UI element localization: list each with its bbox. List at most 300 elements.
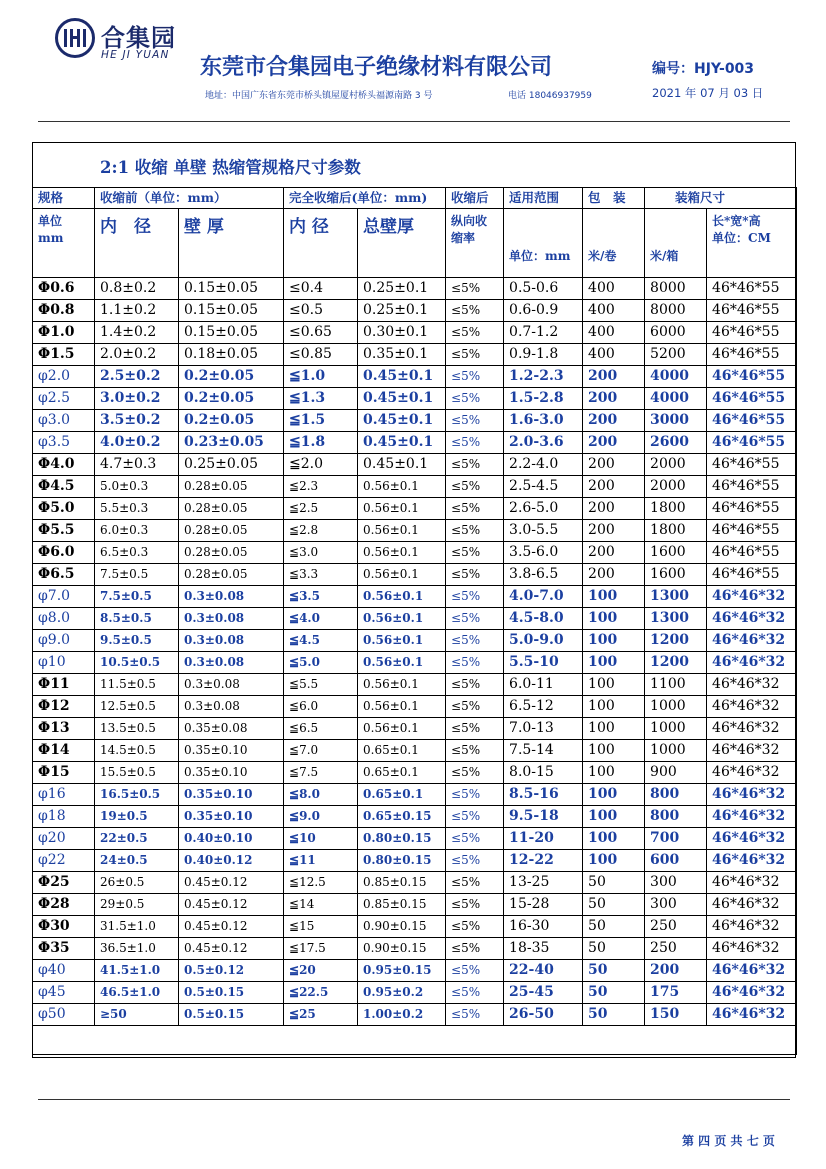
table-cell: 200: [583, 410, 645, 432]
table-cell: ≤5%: [446, 520, 504, 542]
table-cell: 100: [583, 630, 645, 652]
table-cell: 50: [583, 894, 645, 916]
table-cell: 0.3±0.08: [179, 652, 284, 674]
table-cell: 46*46*55: [707, 344, 797, 366]
table-row: [33, 740, 797, 762]
table-cell: ≤5%: [446, 388, 504, 410]
table-cell: 6000: [645, 322, 707, 344]
table-cell: ≦12.5: [284, 872, 358, 894]
table-cell: ≤5%: [446, 432, 504, 454]
table-cell: 3000: [645, 410, 707, 432]
table-row: [33, 894, 797, 916]
company-address: 地址：中国广东省东莞市桥头镇屋厦村桥头福源南路 3 号: [205, 91, 433, 101]
table-cell: 250: [645, 938, 707, 960]
table-cell: 300: [645, 894, 707, 916]
table-cell: 0.80±0.15: [358, 850, 446, 872]
table-row: [33, 520, 797, 542]
table-cell: 1.2-2.3: [504, 366, 583, 388]
table-cell: 200: [583, 564, 645, 586]
col-header-box-size: 长*宽*高 单位：CM: [707, 209, 797, 278]
table-cell: 46*46*55: [707, 322, 797, 344]
table-cell: ≦8.0: [284, 784, 358, 806]
table-row: [33, 564, 797, 586]
col-header-wall-before: 壁 厚: [179, 209, 284, 278]
table-cell: 50: [583, 1004, 645, 1026]
table-cell: 25-45: [504, 982, 583, 1004]
col-header-shrink: 收缩后: [446, 188, 504, 209]
table-cell: 4000: [645, 366, 707, 388]
table-cell: 0.8±0.2: [95, 278, 179, 300]
table-cell: 600: [645, 850, 707, 872]
table-cell: 46*46*32: [707, 674, 797, 696]
table-cell: 0.90±0.15: [358, 938, 446, 960]
table-cell: Φ30: [33, 916, 95, 938]
table-cell: 46*46*55: [707, 366, 797, 388]
table-cell: 3.0-5.5: [504, 520, 583, 542]
table-row: [33, 982, 797, 1004]
table-cell: 1000: [645, 696, 707, 718]
table-cell: Φ6.0: [33, 542, 95, 564]
table-cell: φ10: [33, 652, 95, 674]
table-cell: 0.23±0.05: [179, 432, 284, 454]
table-cell: 5.0±0.3: [95, 476, 179, 498]
table-cell: 0.65±0.1: [358, 740, 446, 762]
table-cell: 9.5±0.5: [95, 630, 179, 652]
table-row: [33, 916, 797, 938]
table-cell: 50: [583, 938, 645, 960]
table-cell: ≤5%: [446, 916, 504, 938]
table-cell: 200: [583, 432, 645, 454]
table-cell: 46*46*32: [707, 938, 797, 960]
table-cell: ≦6.5: [284, 718, 358, 740]
table-cell: ≤5%: [446, 454, 504, 476]
page-number: 第 四 页 共 七 页: [682, 1134, 775, 1148]
table-cell: 1200: [645, 630, 707, 652]
table-cell: 1000: [645, 718, 707, 740]
table-cell: 41.5±1.0: [95, 960, 179, 982]
table-cell: ≦5.5: [284, 674, 358, 696]
table-cell: 50: [583, 982, 645, 1004]
table-cell: ≤5%: [446, 410, 504, 432]
table-cell: ≦1.3: [284, 388, 358, 410]
table-cell: 200: [583, 366, 645, 388]
table-cell: ≤5%: [446, 696, 504, 718]
table-cell: 6.0±0.3: [95, 520, 179, 542]
table-cell: 200: [583, 476, 645, 498]
table-cell: ≦5.0: [284, 652, 358, 674]
table-cell: ≦20: [284, 960, 358, 982]
table-cell: 0.45±0.12: [179, 872, 284, 894]
table-cell: 0.56±0.1: [358, 542, 446, 564]
table-empty-cell: [33, 1026, 797, 1055]
table-row: [33, 850, 797, 872]
table-cell: 0.56±0.1: [358, 498, 446, 520]
table-cell: 46*46*32: [707, 960, 797, 982]
table-cell: 46*46*55: [707, 278, 797, 300]
table-cell: 22±0.5: [95, 828, 179, 850]
table-cell: 31.5±1.0: [95, 916, 179, 938]
table-cell: Φ1.5: [33, 344, 95, 366]
table-cell: 15.5±0.5: [95, 762, 179, 784]
table-row: [33, 652, 797, 674]
table-cell: 0.35±0.10: [179, 784, 284, 806]
table-cell: 0.65±0.1: [358, 762, 446, 784]
table-cell: 11.5±0.5: [95, 674, 179, 696]
table-cell: 200: [583, 454, 645, 476]
table-cell: 46*46*32: [707, 806, 797, 828]
table-cell: 2.0±0.2: [95, 344, 179, 366]
table-empty-row: [33, 1026, 797, 1055]
col-header-pack: 包 装: [583, 188, 645, 209]
table-cell: Φ0.8: [33, 300, 95, 322]
table-cell: ≦2.0: [284, 454, 358, 476]
col-header-id-before: 内 径: [95, 209, 179, 278]
table-cell: ≦1.8: [284, 432, 358, 454]
table-cell: 4.0-7.0: [504, 586, 583, 608]
table-cell: 0.45±0.1: [358, 410, 446, 432]
table-cell: Φ0.6: [33, 278, 95, 300]
table-cell: 1800: [645, 498, 707, 520]
logo-text-en: HE JI YUAN: [101, 49, 170, 61]
table-row: [33, 476, 797, 498]
table-cell: 0.45±0.1: [358, 454, 446, 476]
col-header-box: 装箱尺寸: [645, 188, 797, 209]
table-cell: 46*46*55: [707, 432, 797, 454]
table-cell: 2000: [645, 476, 707, 498]
table-cell: 0.28±0.05: [179, 542, 284, 564]
table-row: [33, 1004, 797, 1026]
table-cell: 0.85±0.15: [358, 894, 446, 916]
table-cell: 8.5±0.5: [95, 608, 179, 630]
table-cell: 0.3±0.08: [179, 608, 284, 630]
table-cell: Φ13: [33, 718, 95, 740]
table-row: [33, 300, 797, 322]
table-cell: 100: [583, 762, 645, 784]
table-cell: 400: [583, 278, 645, 300]
table-cell: φ22: [33, 850, 95, 872]
table-cell: Φ35: [33, 938, 95, 960]
table-cell: 46*46*32: [707, 762, 797, 784]
table-cell: ≤5%: [446, 652, 504, 674]
table-cell: ≤5%: [446, 630, 504, 652]
table-cell: 0.45±0.1: [358, 388, 446, 410]
table-cell: 46*46*32: [707, 784, 797, 806]
table-cell: ≦7.0: [284, 740, 358, 762]
table-cell: 46*46*55: [707, 388, 797, 410]
table-cell: 50: [583, 916, 645, 938]
table-cell: 0.28±0.05: [179, 564, 284, 586]
table-cell: 1600: [645, 564, 707, 586]
table-cell: 200: [583, 388, 645, 410]
table-cell: 14.5±0.5: [95, 740, 179, 762]
table-row: [33, 278, 797, 300]
table-cell: ≦2.5: [284, 498, 358, 520]
table-cell: 46*46*32: [707, 740, 797, 762]
table-cell: 0.30±0.1: [358, 322, 446, 344]
table-cell: 1.1±0.2: [95, 300, 179, 322]
table-cell: 0.5±0.12: [179, 960, 284, 982]
table-cell: 3.0±0.2: [95, 388, 179, 410]
table-cell: 46*46*55: [707, 454, 797, 476]
table-cell: Φ4.5: [33, 476, 95, 498]
table-cell: 0.3±0.08: [179, 630, 284, 652]
table-row: [33, 784, 797, 806]
table-cell: ≦4.5: [284, 630, 358, 652]
table-row: [33, 696, 797, 718]
table-cell: ≦14: [284, 894, 358, 916]
table-cell: 50: [583, 960, 645, 982]
table-cell: 7.0-13: [504, 718, 583, 740]
table-cell: ≤5%: [446, 1004, 504, 1026]
table-cell: 400: [583, 322, 645, 344]
table-cell: ≤5%: [446, 608, 504, 630]
table-cell: 0.35±0.10: [179, 806, 284, 828]
table-cell: Φ5.5: [33, 520, 95, 542]
table-cell: 0.6-0.9: [504, 300, 583, 322]
table-cell: 900: [645, 762, 707, 784]
table-cell: ≤5%: [446, 366, 504, 388]
table-cell: 0.65±0.1: [358, 784, 446, 806]
table-cell: 6.5-12: [504, 696, 583, 718]
table-cell: 8000: [645, 278, 707, 300]
table-row: [33, 432, 797, 454]
table-cell: ≦22.5: [284, 982, 358, 1004]
table-row: [33, 388, 797, 410]
table-cell: 46*46*55: [707, 300, 797, 322]
table-cell: 2000: [645, 454, 707, 476]
table-cell: ≦4.0: [284, 608, 358, 630]
table-cell: 0.56±0.1: [358, 674, 446, 696]
table-cell: 50: [583, 872, 645, 894]
table-cell: Φ12: [33, 696, 95, 718]
table-cell: 0.5-0.6: [504, 278, 583, 300]
table-cell: 1000: [645, 740, 707, 762]
table-cell: 0.9-1.8: [504, 344, 583, 366]
header-divider: [38, 121, 790, 122]
table-cell: ≦11: [284, 850, 358, 872]
table-cell: 5.5-10: [504, 652, 583, 674]
table-cell: φ8.0: [33, 608, 95, 630]
table-cell: ≦3.0: [284, 542, 358, 564]
table-cell: ≦17.5: [284, 938, 358, 960]
table-cell: 1.6-3.0: [504, 410, 583, 432]
table-cell: 400: [583, 344, 645, 366]
table-cell: ≦25: [284, 1004, 358, 1026]
table-cell: 26-50: [504, 1004, 583, 1026]
table-cell: 100: [583, 740, 645, 762]
table-row: [33, 674, 797, 696]
table-cell: ≤5%: [446, 300, 504, 322]
table-cell: 0.15±0.05: [179, 300, 284, 322]
table-cell: 0.56±0.1: [358, 696, 446, 718]
header-row-2: [33, 209, 797, 278]
table-cell: 0.35±0.1: [358, 344, 446, 366]
table-cell: ≤5%: [446, 850, 504, 872]
table-row: [33, 718, 797, 740]
table-cell: 0.5±0.15: [179, 1004, 284, 1026]
spec-table: [32, 187, 797, 1055]
table-cell: 200: [583, 520, 645, 542]
table-row: [33, 938, 797, 960]
table-cell: 2600: [645, 432, 707, 454]
table-cell: 100: [583, 784, 645, 806]
table-cell: φ3.5: [33, 432, 95, 454]
table-cell: 0.56±0.1: [358, 564, 446, 586]
table-cell: 0.2±0.05: [179, 388, 284, 410]
table-cell: Φ14: [33, 740, 95, 762]
table-cell: φ40: [33, 960, 95, 982]
table-cell: ≤5%: [446, 498, 504, 520]
table-cell: 4000: [645, 388, 707, 410]
table-cell: φ9.0: [33, 630, 95, 652]
table-row: [33, 806, 797, 828]
table-cell: 100: [583, 674, 645, 696]
table-cell: 29±0.5: [95, 894, 179, 916]
table-cell: ≦2.8: [284, 520, 358, 542]
table-cell: ≦10: [284, 828, 358, 850]
table-cell: 5200: [645, 344, 707, 366]
table-cell: φ3.0: [33, 410, 95, 432]
col-header-range-unit: 单位：mm: [504, 209, 583, 278]
table-cell: 1100: [645, 674, 707, 696]
table-cell: 16.5±0.5: [95, 784, 179, 806]
table-cell: 6.0-11: [504, 674, 583, 696]
table-cell: ≦15: [284, 916, 358, 938]
table-cell: ≤5%: [446, 476, 504, 498]
table-cell: φ2.5: [33, 388, 95, 410]
table-cell: Φ15: [33, 762, 95, 784]
table-cell: 0.56±0.1: [358, 520, 446, 542]
table-cell: 16-30: [504, 916, 583, 938]
table-cell: 5.0-9.0: [504, 630, 583, 652]
table-cell: ≤5%: [446, 586, 504, 608]
table-cell: 0.85±0.15: [358, 872, 446, 894]
table-cell: 22-40: [504, 960, 583, 982]
table-cell: 4.0±0.2: [95, 432, 179, 454]
table-row: [33, 608, 797, 630]
table-cell: 46*46*55: [707, 564, 797, 586]
table-cell: ≥50: [95, 1004, 179, 1026]
table-cell: 0.56±0.1: [358, 718, 446, 740]
table-cell: Φ4.0: [33, 454, 95, 476]
company-name: 东莞市合集园电子绝缘材料有限公司: [200, 55, 553, 80]
table-cell: ≤5%: [446, 322, 504, 344]
table-cell: 0.35±0.10: [179, 762, 284, 784]
table-cell: ≤5%: [446, 894, 504, 916]
table-cell: ≤5%: [446, 718, 504, 740]
table-cell: Φ1.0: [33, 322, 95, 344]
table-cell: ≤5%: [446, 784, 504, 806]
table-cell: 10.5±0.5: [95, 652, 179, 674]
table-row: [33, 542, 797, 564]
table-cell: 800: [645, 784, 707, 806]
table-row: [33, 322, 797, 344]
table-cell: ≤5%: [446, 872, 504, 894]
table-cell: ≤0.65: [284, 322, 358, 344]
table-cell: ≤5%: [446, 982, 504, 1004]
company-phone: 电话 18046937959: [508, 91, 592, 101]
table-cell: 0.15±0.05: [179, 278, 284, 300]
table-cell: 46*46*32: [707, 718, 797, 740]
table-cell: 4.5-8.0: [504, 608, 583, 630]
table-cell: 0.3±0.08: [179, 696, 284, 718]
table-cell: 100: [583, 828, 645, 850]
table-cell: Φ25: [33, 872, 95, 894]
table-cell: 0.18±0.05: [179, 344, 284, 366]
table-cell: φ20: [33, 828, 95, 850]
table-cell: 100: [583, 652, 645, 674]
table-cell: 19±0.5: [95, 806, 179, 828]
table-row: [33, 586, 797, 608]
table-cell: ≤5%: [446, 740, 504, 762]
table-cell: 0.35±0.10: [179, 740, 284, 762]
table-cell: Φ11: [33, 674, 95, 696]
table-row: [33, 960, 797, 982]
col-header-per-box: 米/箱: [645, 209, 707, 278]
table-cell: 46.5±1.0: [95, 982, 179, 1004]
table-cell: 46*46*32: [707, 586, 797, 608]
table-cell: 5.5±0.3: [95, 498, 179, 520]
table-cell: ≤0.5: [284, 300, 358, 322]
table-cell: 12-22: [504, 850, 583, 872]
col-header-per-roll: 米/卷: [583, 209, 645, 278]
table-cell: 3.8-6.5: [504, 564, 583, 586]
table-cell: 46*46*32: [707, 982, 797, 1004]
table-cell: 200: [645, 960, 707, 982]
table-cell: 0.40±0.12: [179, 850, 284, 872]
table-cell: 36.5±1.0: [95, 938, 179, 960]
table-cell: 0.2±0.05: [179, 366, 284, 388]
page-title: 2:1 收缩 单壁 热缩管规格尺寸参数: [100, 158, 361, 177]
table-cell: ≤5%: [446, 960, 504, 982]
table-row: [33, 630, 797, 652]
table-cell: 100: [583, 806, 645, 828]
logo-mark-icon: [55, 18, 95, 58]
table-row: [33, 762, 797, 784]
table-cell: 0.25±0.05: [179, 454, 284, 476]
table-cell: Φ28: [33, 894, 95, 916]
table-cell: 3.5-6.0: [504, 542, 583, 564]
table-cell: 6.5±0.3: [95, 542, 179, 564]
table-cell: ≦3.5: [284, 586, 358, 608]
table-cell: 100: [583, 696, 645, 718]
table-cell: 0.28±0.05: [179, 520, 284, 542]
table-cell: ≦3.3: [284, 564, 358, 586]
table-cell: ≦1.0: [284, 366, 358, 388]
col-header-total-wall: 总壁厚: [358, 209, 446, 278]
table-cell: φ50: [33, 1004, 95, 1026]
table-cell: 13-25: [504, 872, 583, 894]
table-cell: 0.28±0.05: [179, 498, 284, 520]
table-cell: 1300: [645, 608, 707, 630]
table-cell: 200: [583, 542, 645, 564]
table-cell: 0.56±0.1: [358, 630, 446, 652]
table-cell: ≦6.0: [284, 696, 358, 718]
table-cell: ≦9.0: [284, 806, 358, 828]
table-cell: 4.7±0.3: [95, 454, 179, 476]
table-cell: ≤0.4: [284, 278, 358, 300]
table-cell: 200: [583, 498, 645, 520]
table-cell: φ7.0: [33, 586, 95, 608]
table-cell: 2.5-4.5: [504, 476, 583, 498]
table-cell: 0.45±0.12: [179, 916, 284, 938]
table-cell: 0.95±0.15: [358, 960, 446, 982]
table-cell: 175: [645, 982, 707, 1004]
table-cell: ≤5%: [446, 542, 504, 564]
table-cell: 1300: [645, 586, 707, 608]
table-cell: ≤5%: [446, 762, 504, 784]
table-cell: 24±0.5: [95, 850, 179, 872]
